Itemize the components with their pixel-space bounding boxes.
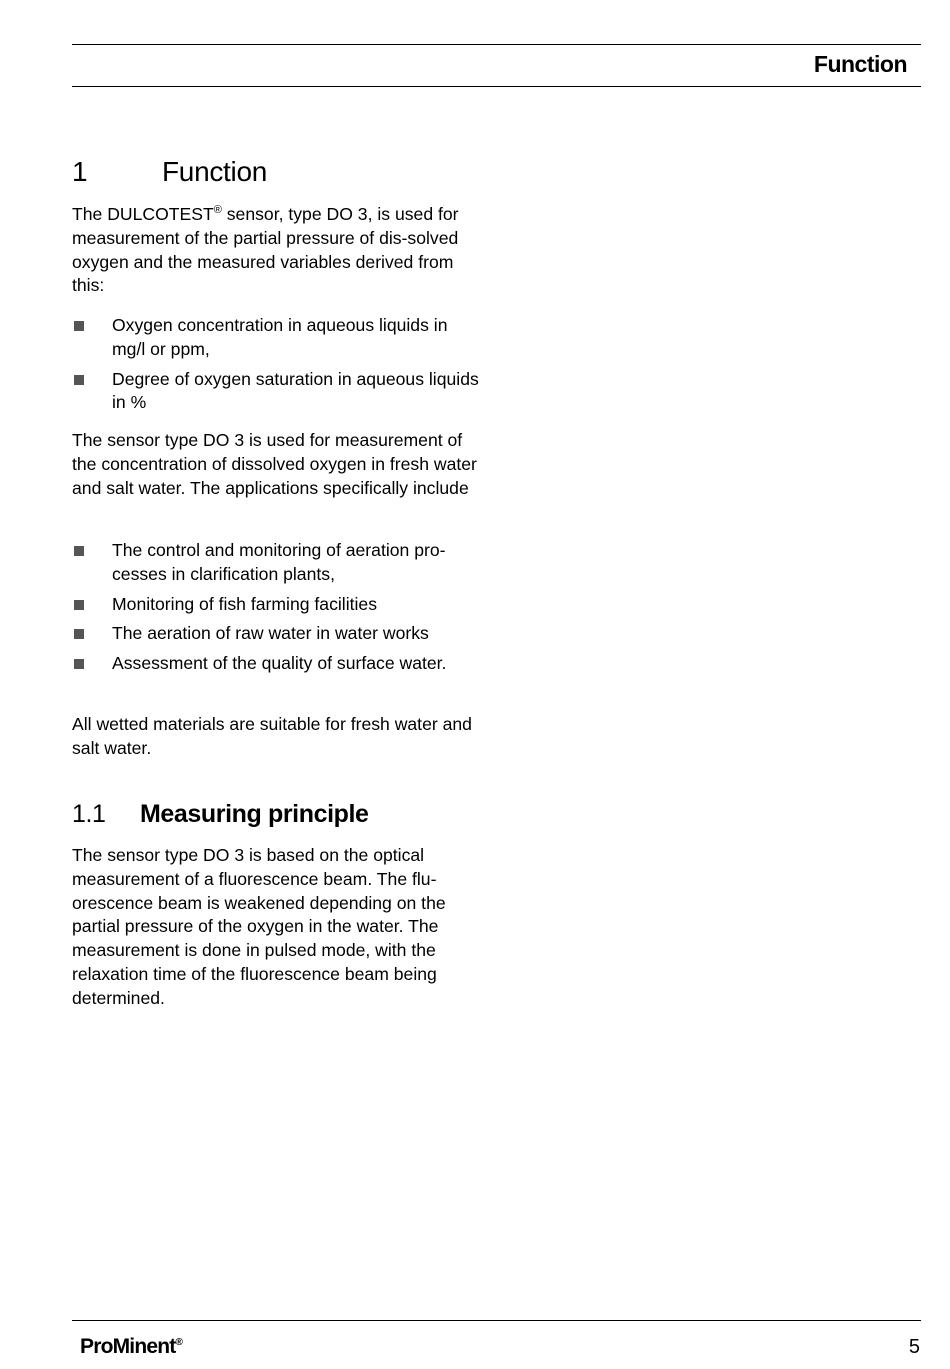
list-item — [72, 368, 482, 416]
page-number: 5 — [908, 1336, 920, 1358]
section-1-applications-intro: The sensor type DO 3 is used for measurement of the concentration of dissolved oxygen in fresh water and salt water. The applications specifically include — [72, 430, 477, 498]
list-item-text: The aeration of raw water in water works — [112, 623, 429, 644]
header-bottom-rule — [72, 86, 921, 87]
square-bullet-icon — [74, 375, 84, 385]
list-item — [72, 314, 482, 362]
square-bullet-icon — [74, 659, 84, 669]
list-item-text: Assessment of the quality of surface water. — [112, 653, 447, 674]
measuring-principle-text: The sensor type DO 3 is based on the optical measurement of a fluorescence beam. The flu-orescence beam is weakened depending on the partial pressure of the oxygen in the water. The measurement is done in pulsed mode, with the relaxation time of the fluorescence beam being determined. — [72, 845, 446, 1008]
section-1-1-heading — [72, 800, 369, 829]
square-bullet-icon — [74, 600, 84, 610]
applications-list — [72, 539, 482, 682]
header-top-rule — [72, 44, 921, 45]
list-item-text: Degree of oxygen saturation in aqueous liquids in % — [112, 368, 479, 413]
footer-rule — [72, 1320, 921, 1321]
list-item — [72, 593, 482, 617]
square-bullet-icon — [74, 321, 84, 331]
running-header-title: Function — [813, 51, 907, 77]
section-1-1-number: 1.1 — [72, 800, 106, 828]
section-1-intro: The DULCOTEST® sensor, type DO 3, is used for measurement of the partial pressure of dis-solved oxygen and the measured variables derived from this: — [72, 204, 459, 296]
list-item — [72, 622, 482, 646]
list-item — [72, 539, 482, 587]
section-1-1-title: Measuring principle — [140, 800, 369, 828]
square-bullet-icon — [74, 546, 84, 556]
section-1-materials-note: All wetted materials are suitable for fresh water and salt water. — [72, 714, 472, 758]
prominent-logo: ProMinent® — [80, 1335, 183, 1358]
section-1-title: Function — [162, 156, 267, 187]
section-1-heading — [72, 156, 267, 188]
section-1-number: 1 — [72, 156, 88, 187]
list-item-text: The control and monitoring of aeration pro-cesses in clarification plants, — [112, 540, 446, 584]
square-bullet-icon — [74, 629, 84, 639]
list-item-text: Oxygen concentration in aqueous liquids in mg/l or ppm, — [112, 315, 448, 359]
registered-mark: ® — [213, 204, 222, 217]
list-item-text: Monitoring of fish farming facilities — [112, 593, 377, 614]
measured-variables-list — [72, 314, 482, 421]
list-item — [72, 652, 482, 676]
